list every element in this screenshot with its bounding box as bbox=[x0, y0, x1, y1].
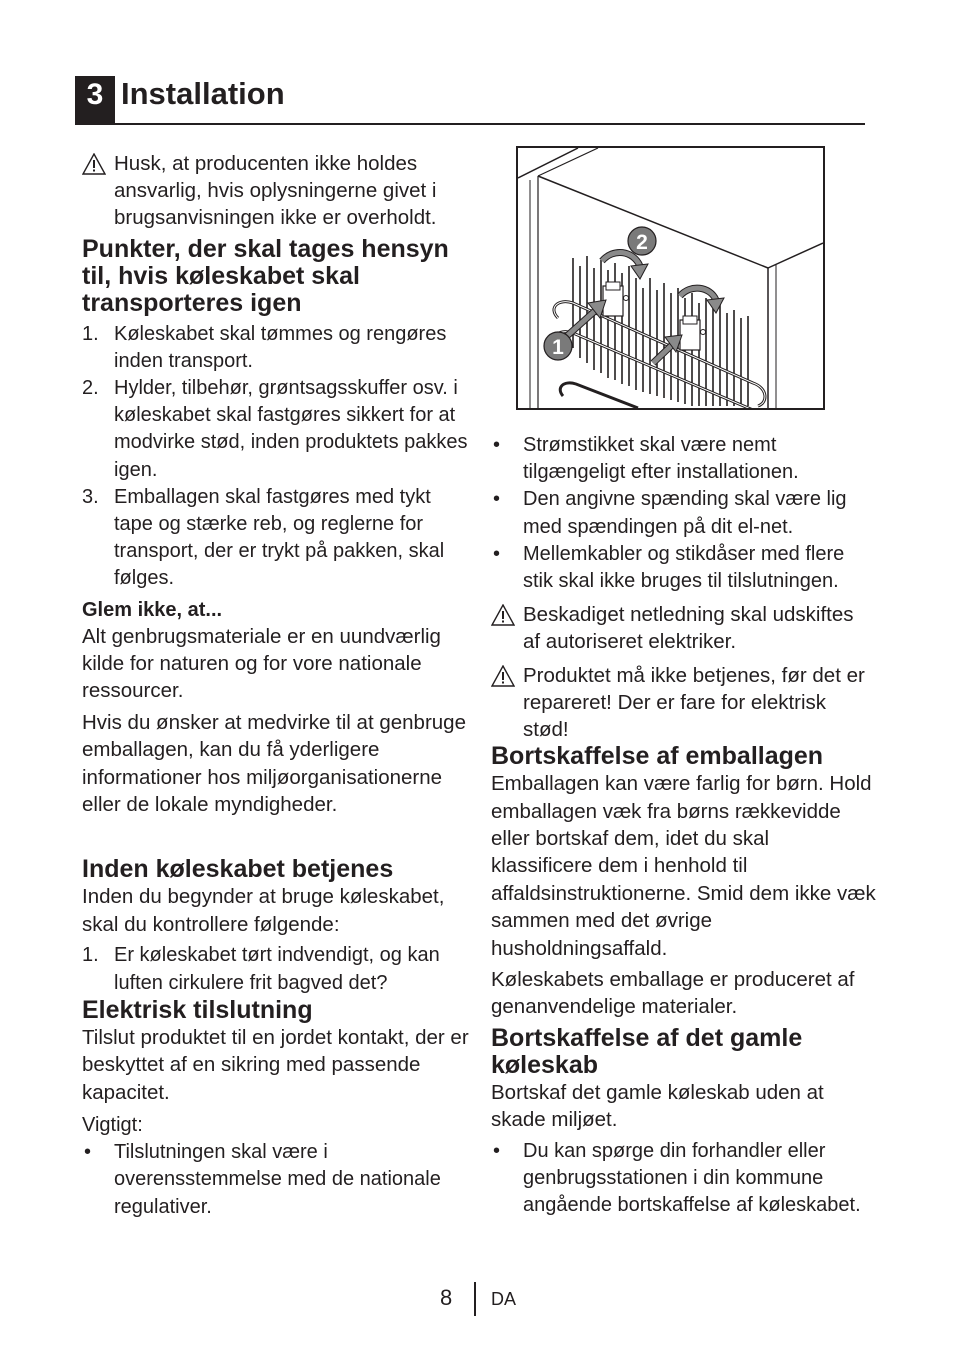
packaging-heading: Bortskaffelse af emballagen bbox=[491, 742, 824, 771]
before-use-list bbox=[82, 942, 474, 996]
warning-icon bbox=[491, 604, 515, 626]
old-fridge-heading: Bortskaffelse af det gamle køleskab bbox=[491, 1023, 803, 1079]
rotate-arrow-icon bbox=[680, 288, 724, 313]
chapter-number: 3 bbox=[75, 76, 115, 124]
footer-divider bbox=[474, 1282, 476, 1316]
list-item: • Tilslutningen skal være i overensstemmelse med de nationale regulativer. bbox=[84, 1141, 441, 1218]
step-2-badge bbox=[628, 227, 656, 255]
before-use-paragraph: Inden du begynder at bruge køleskabet, skal du kontrollere følgende: bbox=[82, 885, 445, 936]
power-bullets bbox=[491, 432, 876, 595]
electric-heading: Elektrisk tilslutning bbox=[82, 995, 313, 1024]
left-column bbox=[82, 150, 474, 1221]
warning-note bbox=[491, 662, 876, 744]
remember-heading: Glem ikke, at... bbox=[82, 598, 223, 621]
important-label: Vigtigt: bbox=[82, 1113, 143, 1136]
warning-icon bbox=[491, 665, 515, 687]
remember-paragraph-2: Hvis du ønsker at medvirke til at genbruge emballagen, kan du få yderligere informationer hos miljøorganisationerne eller de lokale myndigheder. bbox=[82, 710, 466, 817]
warning-text: Beskadiget netledning skal udskiftes af autoriseret elektriker. bbox=[523, 603, 854, 654]
warning-note bbox=[491, 601, 876, 655]
list-item: • Mellemkabler og stikdåser med flere stik skal ikke bruges til tilslutningen. bbox=[493, 542, 845, 593]
warning-icon bbox=[82, 153, 106, 175]
spacer-part-1 bbox=[603, 282, 629, 316]
list-item: • Du kan spørge din forhandler eller genbrugsstationen i din kommune angående bortskaffelse af køleskabet. bbox=[493, 1139, 861, 1217]
transport-heading: Punkter, der skal tages hensyn til, hvis køleskabet skal transporteres igen bbox=[82, 234, 449, 317]
rotate-arrow-icon bbox=[602, 252, 648, 279]
list-item: 1. Er køleskabet tørt indvendigt, og kan luften cirkulere frit bagved det? bbox=[82, 944, 440, 994]
electric-paragraph: Tilslut produktet til en jordet kontakt, der er beskyttet af en sikring med passende kapacitet. bbox=[82, 1025, 469, 1104]
list-item: 1. Køleskabet skal tømmes og rengøres inden transport. bbox=[82, 322, 447, 372]
language-code: DA bbox=[491, 1289, 517, 1309]
installation-figure bbox=[516, 146, 825, 410]
list-item: 2. Hylder, tilbehør, grøntsagsskuffer osv. i køleskabet skal fastgøres sikkert for at modvirke stød, inden produktets pakkes igen. bbox=[82, 377, 468, 481]
spacer-part-2 bbox=[680, 316, 706, 350]
list-item: • Den angivne spænding skal være lig med spændingen på dit el-net. bbox=[493, 488, 847, 538]
fridge-back-illustration bbox=[518, 148, 823, 408]
electric-bullets bbox=[82, 1139, 474, 1221]
svg-text:1: 1 bbox=[552, 336, 564, 359]
packaging-paragraph-2: Køleskabets emballage er produceret af genanvendelige materialer. bbox=[491, 968, 855, 1019]
svg-text:2: 2 bbox=[636, 231, 648, 254]
list-item: 3. Emballagen skal fastgøres med tykt tape og stærke reb, og reglerne for transport, der er trykt på pakken, skal følges. bbox=[82, 485, 445, 590]
before-use-heading: Inden køleskabet betjenes bbox=[82, 855, 394, 884]
warning-note bbox=[82, 150, 474, 232]
list-item: • Strømstikket skal være nemt tilgængeligt efter installationen. bbox=[493, 434, 799, 484]
chapter-header bbox=[75, 76, 865, 125]
old-fridge-bullets bbox=[491, 1138, 876, 1220]
page-number: 8 bbox=[440, 1285, 453, 1310]
transport-list bbox=[82, 321, 474, 593]
right-column bbox=[491, 432, 876, 1219]
remember-paragraph-1: Alt genbrugsmateriale er en uundværlig kilde for naturen og for vore nationale ressourcer. bbox=[82, 624, 441, 703]
packaging-paragraph-1: Emballagen kan være farlig for børn. Hold emballagen væk fra børns rækkevidde eller bortskaf dem, idet du skal klassificere dem i henhold til affaldsinstruktionerne. Smid dem ikke væk sammen med det øvrige husholdningsaffald. bbox=[491, 772, 876, 960]
warning-text: Husk, at producenten ikke holdes ansvarlig, hvis oplysningerne givet i brugsanvisningen ikke er overholdt. bbox=[114, 152, 437, 230]
step-1-badge bbox=[544, 332, 572, 360]
chapter-title: Installation bbox=[121, 76, 285, 111]
old-fridge-paragraph: Bortskaf det gamle køleskab uden at skade miljøet. bbox=[491, 1080, 824, 1132]
warning-text: Produktet må ikke betjenes, før det er repareret! Der er fare for elektrisk stød! bbox=[523, 663, 865, 742]
